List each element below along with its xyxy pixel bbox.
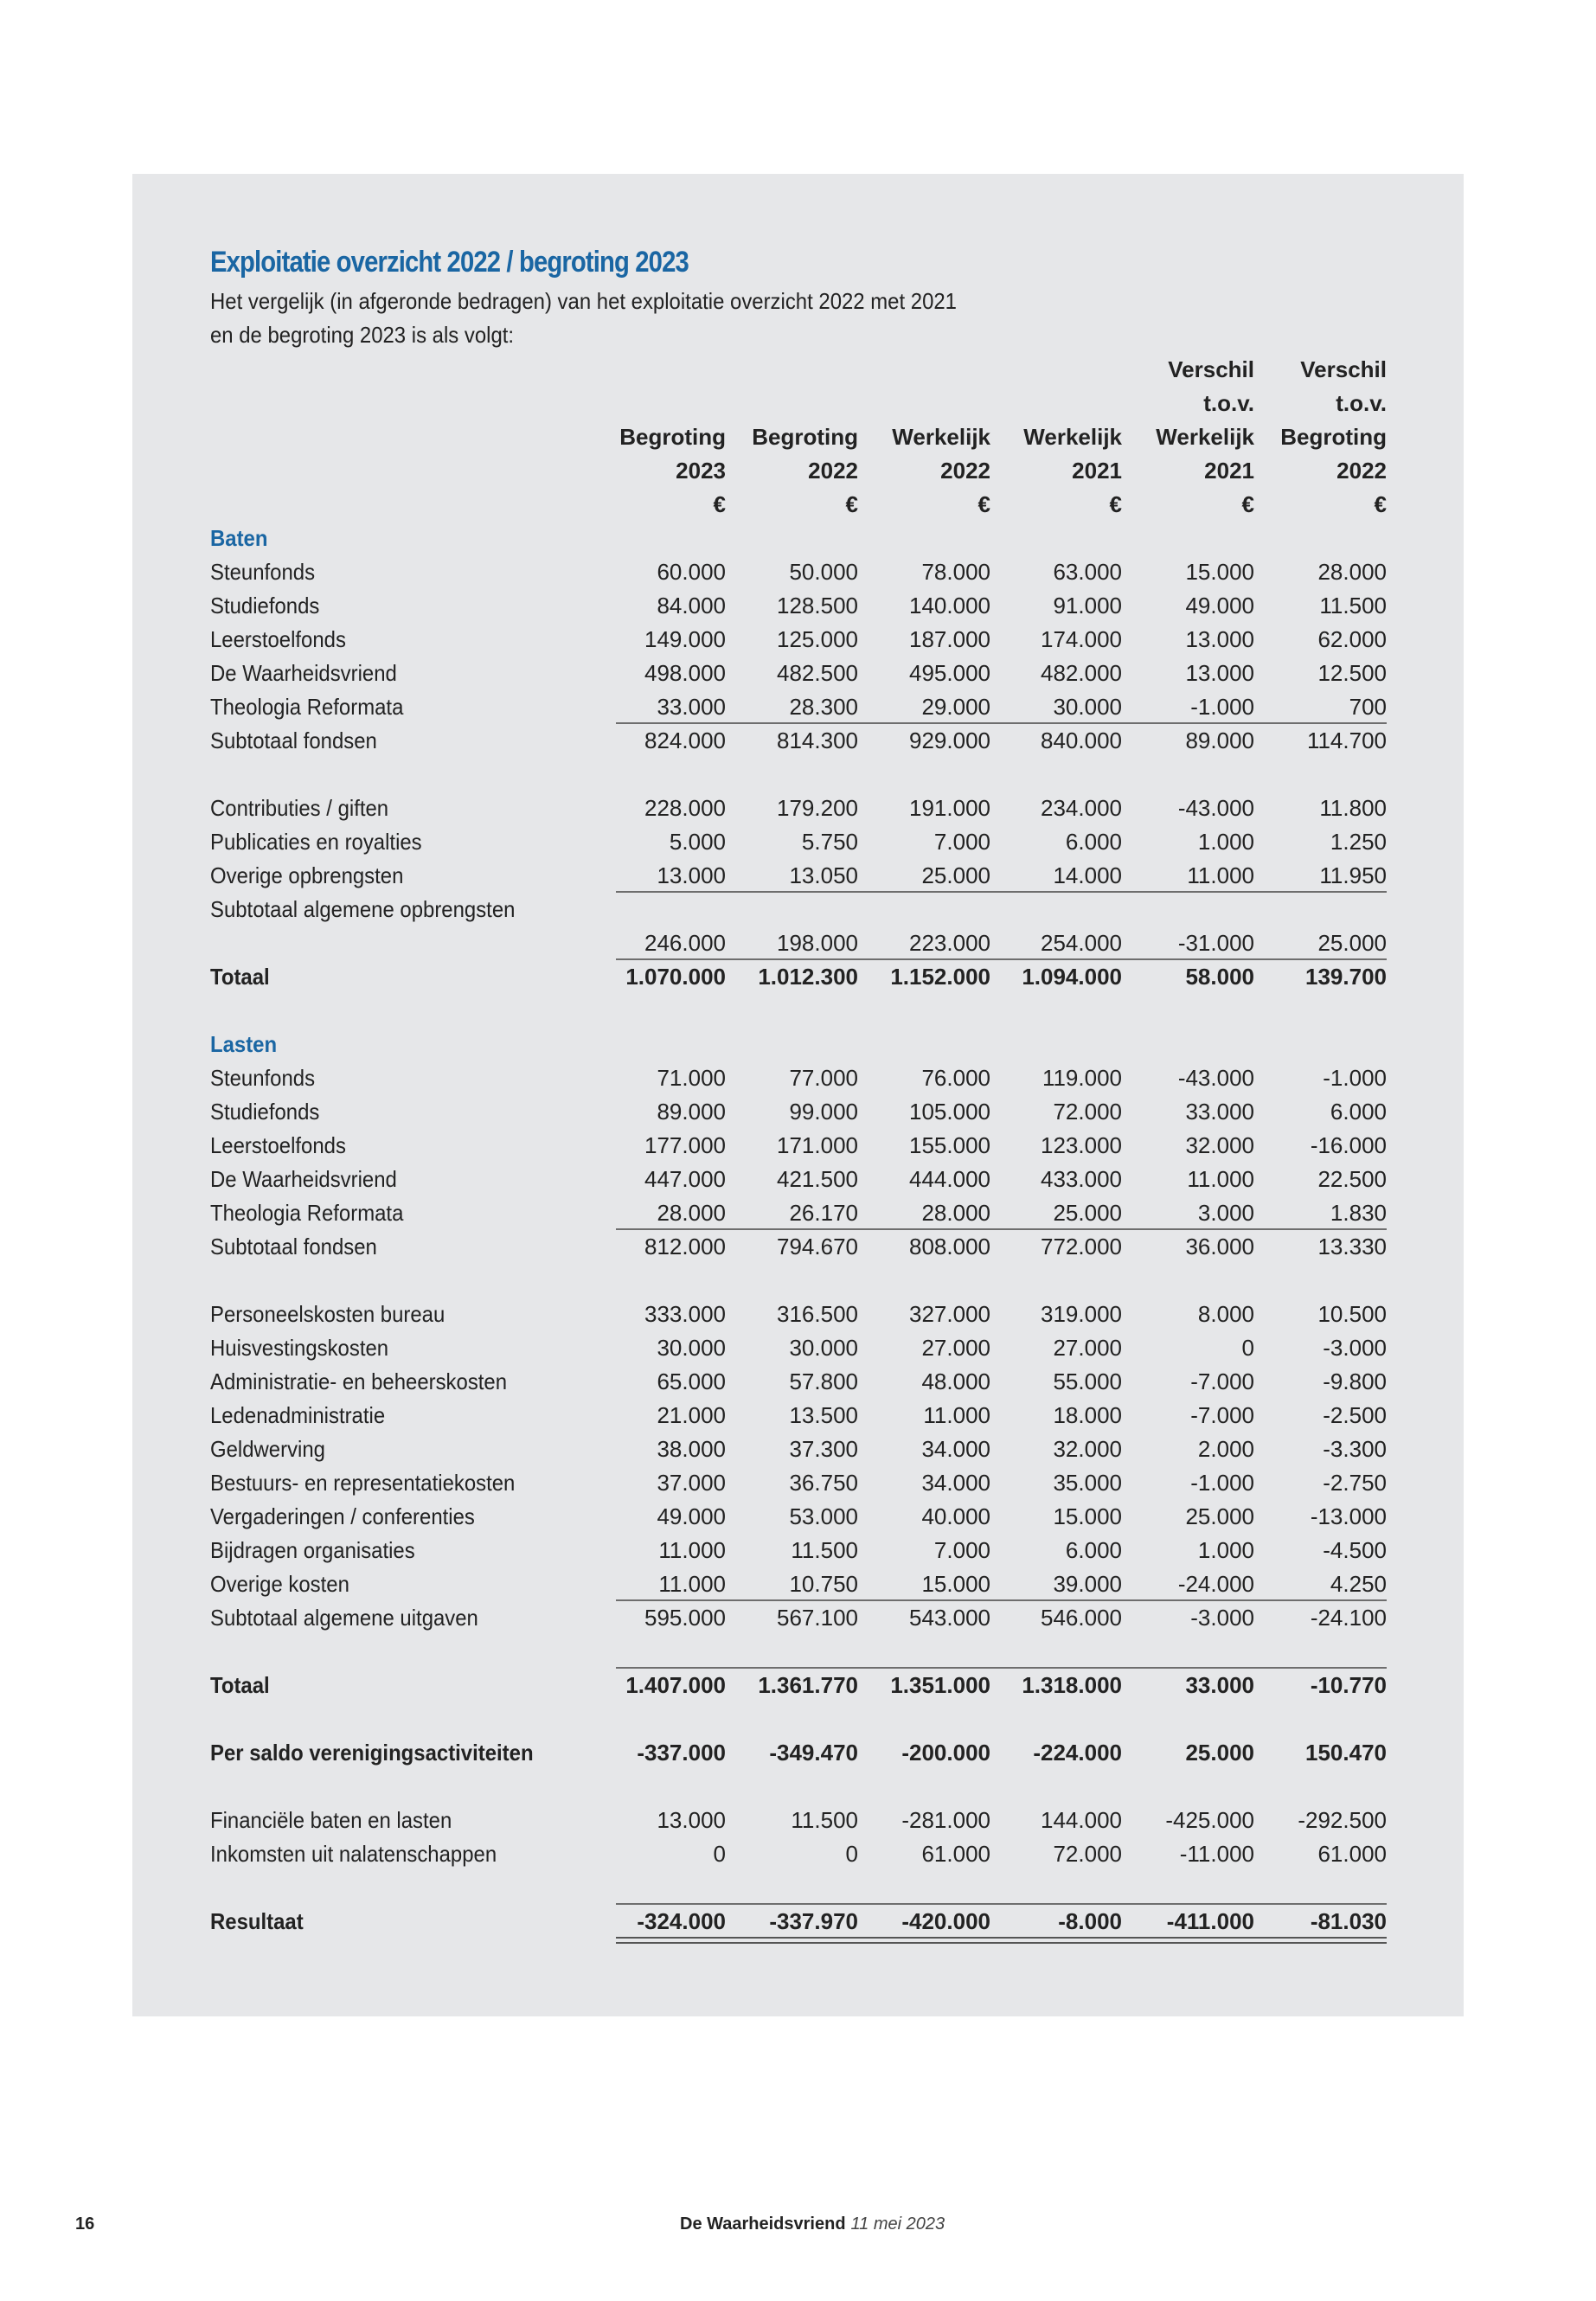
cell-col-6: 139.700	[1305, 964, 1387, 990]
subtotal-row	[210, 926, 1387, 960]
row-label: Personeelskosten bureau	[210, 1301, 445, 1327]
row-label: Steunfonds	[210, 1065, 316, 1091]
cell-col-6: 4.250	[1330, 1571, 1387, 1597]
cell-col-5: 2.000	[1197, 1436, 1254, 1462]
cell-col-1: 5.000	[669, 829, 726, 855]
row-label: Overige opbrengsten	[210, 862, 404, 888]
row-label: De Waarheidsvriend	[210, 660, 397, 686]
row-label: Geldwerving	[210, 1436, 325, 1462]
cell-col-3: 223.000	[909, 930, 990, 956]
cell-col-1: 37.000	[657, 1470, 726, 1496]
cell-col-4: 27.000	[1053, 1335, 1122, 1361]
cell-col-1: 65.000	[657, 1368, 726, 1394]
cell-col-3: 34.000	[921, 1436, 990, 1462]
table-row	[210, 623, 1387, 657]
cell-col-3: 327.000	[909, 1301, 990, 1327]
cell-col-5: 33.000	[1185, 1099, 1254, 1125]
cell-col-3: 105.000	[909, 1099, 990, 1125]
intro-text-line-2: en de begroting 2023 is als volgt:	[210, 322, 515, 348]
cell-col-3: 543.000	[909, 1605, 990, 1631]
row-label: Studiefonds	[210, 593, 320, 619]
row-label: Totaal	[210, 1672, 270, 1698]
cell-col-6: -2.750	[1323, 1470, 1387, 1496]
cell-col-1: 824.000	[644, 727, 726, 753]
result-double-rule	[616, 1937, 1387, 1944]
cell-col-2: 2022	[808, 458, 858, 484]
cell-col-5: 58.000	[1185, 964, 1254, 990]
cell-col-1: 13.000	[657, 1807, 726, 1833]
cell-col-2: 316.500	[777, 1301, 858, 1327]
cell-col-3: 48.000	[921, 1368, 990, 1394]
row-label: Studiefonds	[210, 1099, 320, 1125]
cell-col-2: 13.500	[789, 1402, 858, 1428]
cell-col-5: 8.000	[1197, 1301, 1254, 1327]
cell-col-3: 25.000	[921, 862, 990, 888]
cell-col-6: 62.000	[1317, 626, 1387, 652]
cell-col-3: Werkelijk	[892, 424, 990, 450]
cell-col-3: -200.000	[901, 1740, 990, 1766]
cell-col-2: 0	[845, 1841, 858, 1867]
cell-col-6: 22.500	[1317, 1166, 1387, 1192]
row-label: Huisvestingskosten	[210, 1335, 389, 1361]
cell-col-2: 5.750	[801, 829, 858, 855]
publication-date: 11 mei 2023	[850, 2214, 945, 2234]
table-row	[210, 1298, 1387, 1331]
cell-col-2: Begroting	[752, 424, 858, 450]
table-row	[210, 1095, 1387, 1129]
cell-col-2: 1.012.300	[758, 964, 858, 990]
cell-col-4: 72.000	[1053, 1099, 1122, 1125]
row-label: Steunfonds	[210, 559, 316, 585]
cell-col-1: 149.000	[644, 626, 726, 652]
cell-col-2: 1.361.770	[758, 1672, 858, 1698]
row-label: Totaal	[210, 964, 270, 990]
cell-col-5: -425.000	[1165, 1807, 1254, 1833]
table-row	[210, 555, 1387, 589]
cell-col-2: 37.300	[789, 1436, 858, 1462]
cell-col-2: 11.500	[791, 1807, 858, 1833]
cell-col-6: -1.000	[1323, 1065, 1387, 1091]
cell-col-2: 50.000	[789, 559, 858, 585]
cell-col-4: 30.000	[1053, 694, 1122, 720]
row-label: Administratie- en beheerskosten	[210, 1368, 508, 1394]
cell-col-2: 421.500	[777, 1166, 858, 1192]
row-label: Bijdragen organisaties	[210, 1537, 415, 1563]
cell-col-1: 177.000	[644, 1132, 726, 1158]
cell-col-5: 32.000	[1185, 1132, 1254, 1158]
cell-col-5: -3.000	[1190, 1605, 1254, 1631]
cell-col-2: 30.000	[789, 1335, 858, 1361]
cell-col-2: 567.100	[777, 1605, 858, 1631]
cell-col-1: 28.000	[657, 1200, 726, 1226]
table-row	[210, 1804, 1387, 1837]
cell-col-4: Werkelijk	[1023, 424, 1122, 450]
cell-col-3: 1.351.000	[890, 1672, 990, 1698]
cell-col-6: -10.770	[1310, 1672, 1387, 1698]
row-label: Financiële baten en lasten	[210, 1807, 452, 1833]
cell-col-5: 1.000	[1197, 829, 1254, 855]
cell-col-1: 498.000	[644, 660, 726, 686]
cell-col-1: Begroting	[619, 424, 726, 450]
cell-col-5: 25.000	[1185, 1740, 1254, 1766]
cell-col-2: 26.170	[789, 1200, 858, 1226]
cell-col-4: 123.000	[1041, 1132, 1122, 1158]
row-label: Contributies / giften	[210, 795, 389, 821]
column-header-row	[210, 420, 1387, 454]
cell-col-6: -3.300	[1323, 1436, 1387, 1462]
cell-col-5: -43.000	[1177, 795, 1254, 821]
cell-col-1: 2023	[676, 458, 726, 484]
table-row	[210, 859, 1387, 893]
cell-col-3: 444.000	[909, 1166, 990, 1192]
cell-col-5: t.o.v.	[1203, 390, 1254, 416]
table-row	[210, 1534, 1387, 1567]
cell-col-5: 2021	[1204, 458, 1254, 484]
cell-col-4: -8.000	[1058, 1908, 1122, 1934]
cell-col-5: -31.000	[1177, 930, 1254, 956]
cell-col-4: -224.000	[1033, 1740, 1122, 1766]
cell-col-4: 319.000	[1041, 1301, 1122, 1327]
cell-col-1: 11.000	[658, 1571, 726, 1597]
cell-col-3: 40.000	[921, 1503, 990, 1529]
cell-col-2: €	[845, 491, 858, 517]
cell-col-6: 114.700	[1306, 727, 1387, 753]
cell-col-5: -411.000	[1166, 1908, 1254, 1934]
cell-col-6: 700	[1349, 694, 1387, 720]
cell-col-3: 7.000	[933, 829, 990, 855]
cell-col-1: 447.000	[644, 1166, 726, 1192]
table-row	[210, 825, 1387, 859]
table-row	[210, 792, 1387, 825]
cell-col-2: -337.970	[769, 1908, 858, 1934]
cell-col-5: 11.000	[1187, 862, 1254, 888]
cell-col-6: 11.950	[1319, 862, 1387, 888]
row-label: Bestuurs- en representatiekosten	[210, 1470, 516, 1496]
cell-col-6: 28.000	[1317, 559, 1387, 585]
cell-col-1: 246.000	[644, 930, 726, 956]
table-row	[210, 1500, 1387, 1534]
cell-col-5: -11.000	[1179, 1841, 1254, 1867]
cell-col-5: 1.000	[1197, 1537, 1254, 1563]
cell-col-5: 25.000	[1185, 1503, 1254, 1529]
subtotal-label-row	[210, 893, 1387, 926]
cell-col-6: 11.800	[1319, 795, 1387, 821]
cell-col-3: 7.000	[933, 1537, 990, 1563]
cell-col-4: 234.000	[1041, 795, 1122, 821]
cell-col-5: 33.000	[1185, 1672, 1254, 1698]
row-label: Subtotaal algemene uitgaven	[210, 1605, 478, 1631]
cell-col-6: t.o.v.	[1336, 390, 1387, 416]
row-label: Vergaderingen / conferenties	[210, 1503, 475, 1529]
cell-col-4: 174.000	[1041, 626, 1122, 652]
cell-col-6: -292.500	[1298, 1807, 1387, 1833]
cell-col-4: 546.000	[1041, 1605, 1122, 1631]
cell-col-4: 254.000	[1041, 930, 1122, 956]
cell-col-5: €	[1241, 491, 1254, 517]
row-label: Publicaties en royalties	[210, 829, 422, 855]
cell-col-1: -324.000	[637, 1908, 726, 1934]
cell-col-5: 15.000	[1185, 559, 1254, 585]
cell-col-4: 433.000	[1041, 1166, 1122, 1192]
row-label: Lasten	[210, 1031, 278, 1057]
cell-col-6: 10.500	[1317, 1301, 1387, 1327]
cell-col-2: 171.000	[777, 1132, 858, 1158]
cell-col-6: -4.500	[1323, 1537, 1387, 1563]
cell-col-6: €	[1374, 491, 1387, 517]
cell-col-3: 61.000	[921, 1841, 990, 1867]
cell-col-3: -420.000	[901, 1908, 990, 1934]
cell-col-6: 6.000	[1330, 1099, 1387, 1125]
row-label: Theologia Reformata	[210, 694, 404, 720]
cell-col-3: 140.000	[909, 593, 990, 619]
cell-col-4: 72.000	[1053, 1841, 1122, 1867]
cell-col-2: 99.000	[789, 1099, 858, 1125]
cell-col-4: 39.000	[1053, 1571, 1122, 1597]
cell-col-3: 2022	[940, 458, 990, 484]
cell-col-4: 35.000	[1053, 1470, 1122, 1496]
row-label: Subtotaal fondsen	[210, 727, 377, 753]
cell-col-2: 28.300	[789, 694, 858, 720]
subtotal-row	[210, 1230, 1387, 1264]
cell-col-6: -16.000	[1310, 1132, 1387, 1158]
row-label: De Waarheidsvriend	[210, 1166, 397, 1192]
cell-col-6: 11.500	[1319, 593, 1387, 619]
cell-col-4: 1.318.000	[1022, 1672, 1122, 1698]
cell-col-3: 495.000	[909, 660, 990, 686]
cell-col-1: 812.000	[644, 1234, 726, 1259]
cell-col-5: 49.000	[1185, 593, 1254, 619]
cell-col-3: 808.000	[909, 1234, 990, 1259]
table-row	[210, 690, 1387, 724]
cell-col-4: 6.000	[1065, 829, 1122, 855]
cell-col-5: Werkelijk	[1156, 424, 1254, 450]
cell-col-6: Begroting	[1280, 424, 1387, 450]
cell-col-3: 28.000	[921, 1200, 990, 1226]
footer-publication	[680, 2214, 945, 2234]
cell-col-1: 49.000	[657, 1503, 726, 1529]
cell-col-2: 179.200	[777, 795, 858, 821]
intro-text-line-1: Het vergelijk (in afgeronde bedragen) van het exploitatie overzicht 2022 met 2021	[210, 288, 957, 314]
cell-col-1: 1.407.000	[625, 1672, 726, 1698]
table-row	[210, 1837, 1387, 1871]
cell-col-6: -13.000	[1310, 1503, 1387, 1529]
row-label: Theologia Reformata	[210, 1200, 404, 1226]
cell-col-6: -9.800	[1323, 1368, 1387, 1394]
table-row	[210, 657, 1387, 690]
cell-col-1: €	[713, 491, 726, 517]
cell-col-3: 155.000	[909, 1132, 990, 1158]
cell-col-2: 57.800	[789, 1368, 858, 1394]
cell-col-1: -337.000	[637, 1740, 726, 1766]
cell-col-1: 71.000	[657, 1065, 726, 1091]
row-label: Inkomsten uit nalatenschappen	[210, 1841, 497, 1867]
cell-col-2: 53.000	[789, 1503, 858, 1529]
cell-col-3: 78.000	[921, 559, 990, 585]
table-row	[210, 1196, 1387, 1230]
cell-col-2: 125.000	[777, 626, 858, 652]
cell-col-4: 15.000	[1053, 1503, 1122, 1529]
row-label: Ledenadministratie	[210, 1402, 386, 1428]
cell-col-3: 15.000	[921, 1571, 990, 1597]
cell-col-2: 11.500	[791, 1537, 858, 1563]
cell-col-5: 13.000	[1185, 626, 1254, 652]
cell-col-1: 228.000	[644, 795, 726, 821]
cell-col-2: 794.670	[777, 1234, 858, 1259]
cell-col-1: 60.000	[657, 559, 726, 585]
cell-col-5: 3.000	[1197, 1200, 1254, 1226]
cell-col-5: 13.000	[1185, 660, 1254, 686]
cell-col-1: 89.000	[657, 1099, 726, 1125]
subtotal-row	[210, 724, 1387, 758]
page-number: 16	[75, 2214, 95, 2234]
cell-col-5: 11.000	[1187, 1166, 1254, 1192]
cell-col-5: -7.000	[1190, 1402, 1254, 1428]
cell-col-3: 191.000	[909, 795, 990, 821]
table-row	[210, 1433, 1387, 1466]
cell-col-2: 13.050	[789, 862, 858, 888]
row-label: Resultaat	[210, 1908, 304, 1934]
total-row	[210, 960, 1387, 994]
cell-col-5: -1.000	[1190, 1470, 1254, 1496]
cell-col-1: 11.000	[658, 1537, 726, 1563]
cell-col-4: 55.000	[1053, 1368, 1122, 1394]
cell-col-6: 12.500	[1317, 660, 1387, 686]
table-row	[210, 1567, 1387, 1601]
cell-col-1: 0	[713, 1841, 726, 1867]
cell-col-4: 840.000	[1041, 727, 1122, 753]
cell-col-4: €	[1109, 491, 1122, 517]
cell-col-2: 128.500	[777, 593, 858, 619]
table-row	[210, 1061, 1387, 1095]
table-row	[210, 1129, 1387, 1163]
cell-col-3: -281.000	[901, 1807, 990, 1833]
cell-col-6: Verschil	[1300, 356, 1387, 382]
cell-col-2: 10.750	[789, 1571, 858, 1597]
cell-col-3: 29.000	[921, 694, 990, 720]
cell-col-1: 30.000	[657, 1335, 726, 1361]
per-saldo-row	[210, 1736, 1387, 1770]
row-label: Subtotaal algemene opbrengsten	[210, 896, 516, 922]
table-row	[210, 1163, 1387, 1196]
table-row	[210, 1466, 1387, 1500]
cell-col-5: Verschil	[1168, 356, 1254, 382]
cell-col-4: 25.000	[1053, 1200, 1122, 1226]
cell-col-1: 333.000	[644, 1301, 726, 1327]
cell-col-4: 63.000	[1053, 559, 1122, 585]
cell-col-3: 187.000	[909, 626, 990, 652]
cell-col-3: 1.152.000	[890, 964, 990, 990]
cell-col-4: 482.000	[1041, 660, 1122, 686]
cell-col-1: 595.000	[644, 1605, 726, 1631]
cell-col-5: 36.000	[1185, 1234, 1254, 1259]
cell-col-2: -349.470	[769, 1740, 858, 1766]
cell-col-6: 25.000	[1317, 930, 1387, 956]
cell-col-6: 150.470	[1305, 1740, 1387, 1766]
cell-col-2: 77.000	[789, 1065, 858, 1091]
cell-col-1: 1.070.000	[625, 964, 726, 990]
row-label: Per saldo verenigingsactiviteiten	[210, 1740, 534, 1766]
cell-col-5: -43.000	[1177, 1065, 1254, 1091]
cell-col-3: 27.000	[921, 1335, 990, 1361]
row-label: Leerstoelfonds	[210, 626, 346, 652]
row-label: Leerstoelfonds	[210, 1132, 346, 1158]
cell-col-6: -3.000	[1323, 1335, 1387, 1361]
total-row	[210, 1669, 1387, 1702]
row-label: Subtotaal fondsen	[210, 1234, 377, 1259]
cell-col-2: 198.000	[777, 930, 858, 956]
row-label: Overige kosten	[210, 1571, 349, 1597]
cell-col-2: 814.300	[777, 727, 858, 753]
column-header-row	[210, 488, 1387, 522]
section-heading-baten	[210, 522, 1387, 555]
cell-col-6: -24.100	[1310, 1605, 1387, 1631]
result-row	[210, 1905, 1387, 1939]
table-row	[210, 1365, 1387, 1399]
cell-col-1: 21.000	[657, 1402, 726, 1428]
cell-col-4: 18.000	[1053, 1402, 1122, 1428]
cell-col-4: 14.000	[1053, 862, 1122, 888]
cell-col-4: 772.000	[1041, 1234, 1122, 1259]
cell-col-5: -7.000	[1190, 1368, 1254, 1394]
page-title: Exploitatie overzicht 2022 / begroting 2023	[210, 246, 689, 279]
cell-col-2: 36.750	[789, 1470, 858, 1496]
cell-col-6: 1.250	[1330, 829, 1387, 855]
column-header-row	[210, 353, 1387, 387]
cell-col-1: 38.000	[657, 1436, 726, 1462]
cell-col-4: 2021	[1072, 458, 1122, 484]
cell-col-3: 11.000	[923, 1402, 990, 1428]
cell-col-4: 32.000	[1053, 1436, 1122, 1462]
row-label: Baten	[210, 525, 268, 551]
cell-col-4: 119.000	[1042, 1065, 1122, 1091]
cell-col-2: 482.500	[777, 660, 858, 686]
table-row	[210, 1399, 1387, 1433]
cell-col-3: 34.000	[921, 1470, 990, 1496]
table-row	[210, 589, 1387, 623]
cell-col-4: 6.000	[1065, 1537, 1122, 1563]
cell-col-5: 0	[1241, 1335, 1254, 1361]
column-header-row	[210, 387, 1387, 420]
cell-col-6: -81.030	[1310, 1908, 1387, 1934]
publication-name: De Waarheidsvriend	[680, 2214, 846, 2234]
cell-col-1: 84.000	[657, 593, 726, 619]
cell-col-3: 929.000	[909, 727, 990, 753]
cell-col-3: €	[977, 491, 990, 517]
cell-col-3: 76.000	[921, 1065, 990, 1091]
cell-col-5: -1.000	[1190, 694, 1254, 720]
cell-col-6: 1.830	[1330, 1200, 1387, 1226]
cell-col-5: 89.000	[1185, 727, 1254, 753]
section-heading-lasten	[210, 1028, 1387, 1061]
cell-col-4: 144.000	[1041, 1807, 1122, 1833]
cell-col-1: 13.000	[657, 862, 726, 888]
cell-col-4: 1.094.000	[1022, 964, 1122, 990]
cell-col-5: -24.000	[1177, 1571, 1254, 1597]
column-header-row	[210, 454, 1387, 488]
subtotal-row	[210, 1601, 1387, 1635]
cell-col-6: 13.330	[1317, 1234, 1387, 1259]
cell-col-4: 91.000	[1053, 593, 1122, 619]
cell-col-1: 33.000	[657, 694, 726, 720]
cell-col-6: 2022	[1336, 458, 1387, 484]
cell-col-6: -2.500	[1323, 1402, 1387, 1428]
cell-col-6: 61.000	[1317, 1841, 1387, 1867]
table-row	[210, 1331, 1387, 1365]
